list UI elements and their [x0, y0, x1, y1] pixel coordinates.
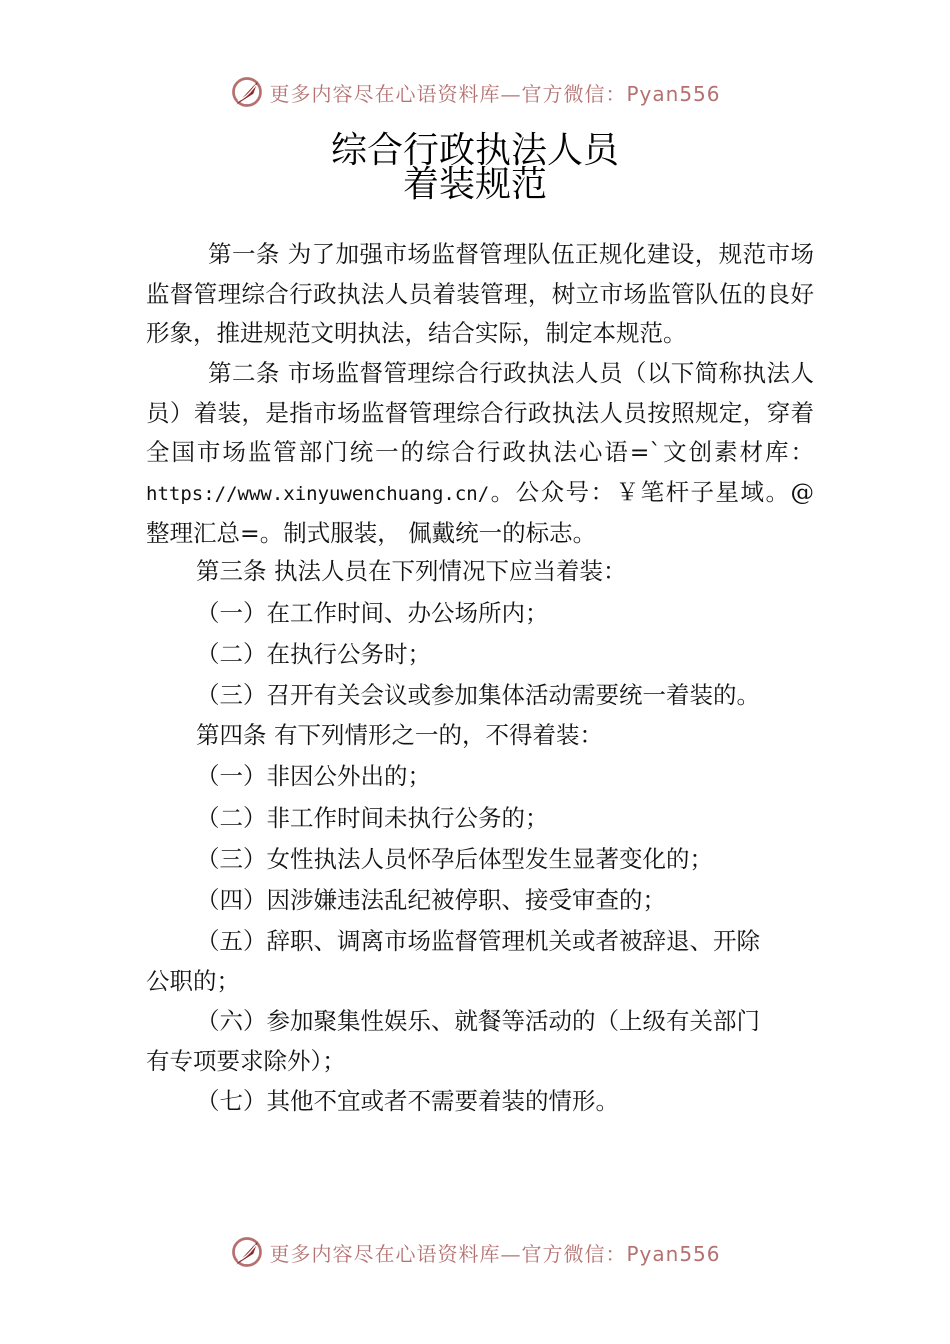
wechat-id: Pyan556 — [626, 81, 721, 106]
list-item: （二）在执行公务时； — [196, 640, 431, 668]
document-title: 综合行政执法人员 — [330, 130, 619, 171]
article-4-heading: 第四条 有下列情形之一的，不得着装： — [196, 721, 603, 749]
list-item: （七）其他不宜或者不需要着装的情形。 — [196, 1087, 619, 1115]
document-subtitle: 着装规范 — [402, 164, 547, 205]
header-watermark — [0, 72, 950, 112]
list-item: （一）在工作时间、办公场所内； — [196, 599, 549, 627]
list-item-continuation: 公职的； — [146, 967, 240, 995]
list-item: （六）参加聚集性娱乐、就餐等活动的（上级有关部门 — [196, 1007, 760, 1035]
website-link-text: https://www.xinyuwenchuang.cn/ — [146, 482, 490, 505]
quill-logo-icon — [229, 1234, 265, 1270]
list-item: （五）辞职、调离市场监督管理机关或者被辞退、开除 — [196, 927, 760, 955]
list-item: （三）女性执法人员怀孕后体型发生显著变化的； — [196, 845, 713, 873]
footer-watermark — [0, 1232, 950, 1272]
watermark-text: 更多内容尽在心语资料库—官方微信：Pyan556 — [269, 1241, 721, 1266]
watermark-text: 更多内容尽在心语资料库—官方微信：Pyan556 — [269, 81, 721, 106]
list-item-continuation: 有专项要求除外）； — [146, 1047, 346, 1075]
article-2: 第二条 市场监督管理综合行政执法人员（以下简称执法人员）着装，是指市场监督管理综合行政执法人员按照规定，穿着全国市场监管部门统一的综合行政执法心语=`文创素材库：https://www.xinyuwenchuang.cn/。公众号：￥笔杆子星域。@整理汇总=。制式服装， 佩戴统一的标志。 — [146, 359, 814, 547]
list-item: （三）召开有关会议或参加集体活动需要统一着装的。 — [196, 681, 760, 709]
article-1: 第一条 为了加强市场监督管理队伍正规化建设，规范市场监督管理综合行政执法人员着装管理，树立市场监管队伍的良好形象，推进规范文明执法，结合实际，制定本规范。 — [146, 240, 814, 347]
article-3-heading: 第三条 执法人员在下列情况下应当着装： — [196, 557, 627, 585]
quill-logo-icon — [229, 74, 265, 110]
wechat-id: Pyan556 — [626, 1241, 721, 1266]
list-item: （四）因涉嫌违法乱纪被停职、接受审查的； — [196, 886, 666, 914]
list-item: （一）非因公外出的； — [196, 762, 431, 790]
list-item: （二）非工作时间未执行公务的； — [196, 804, 549, 832]
